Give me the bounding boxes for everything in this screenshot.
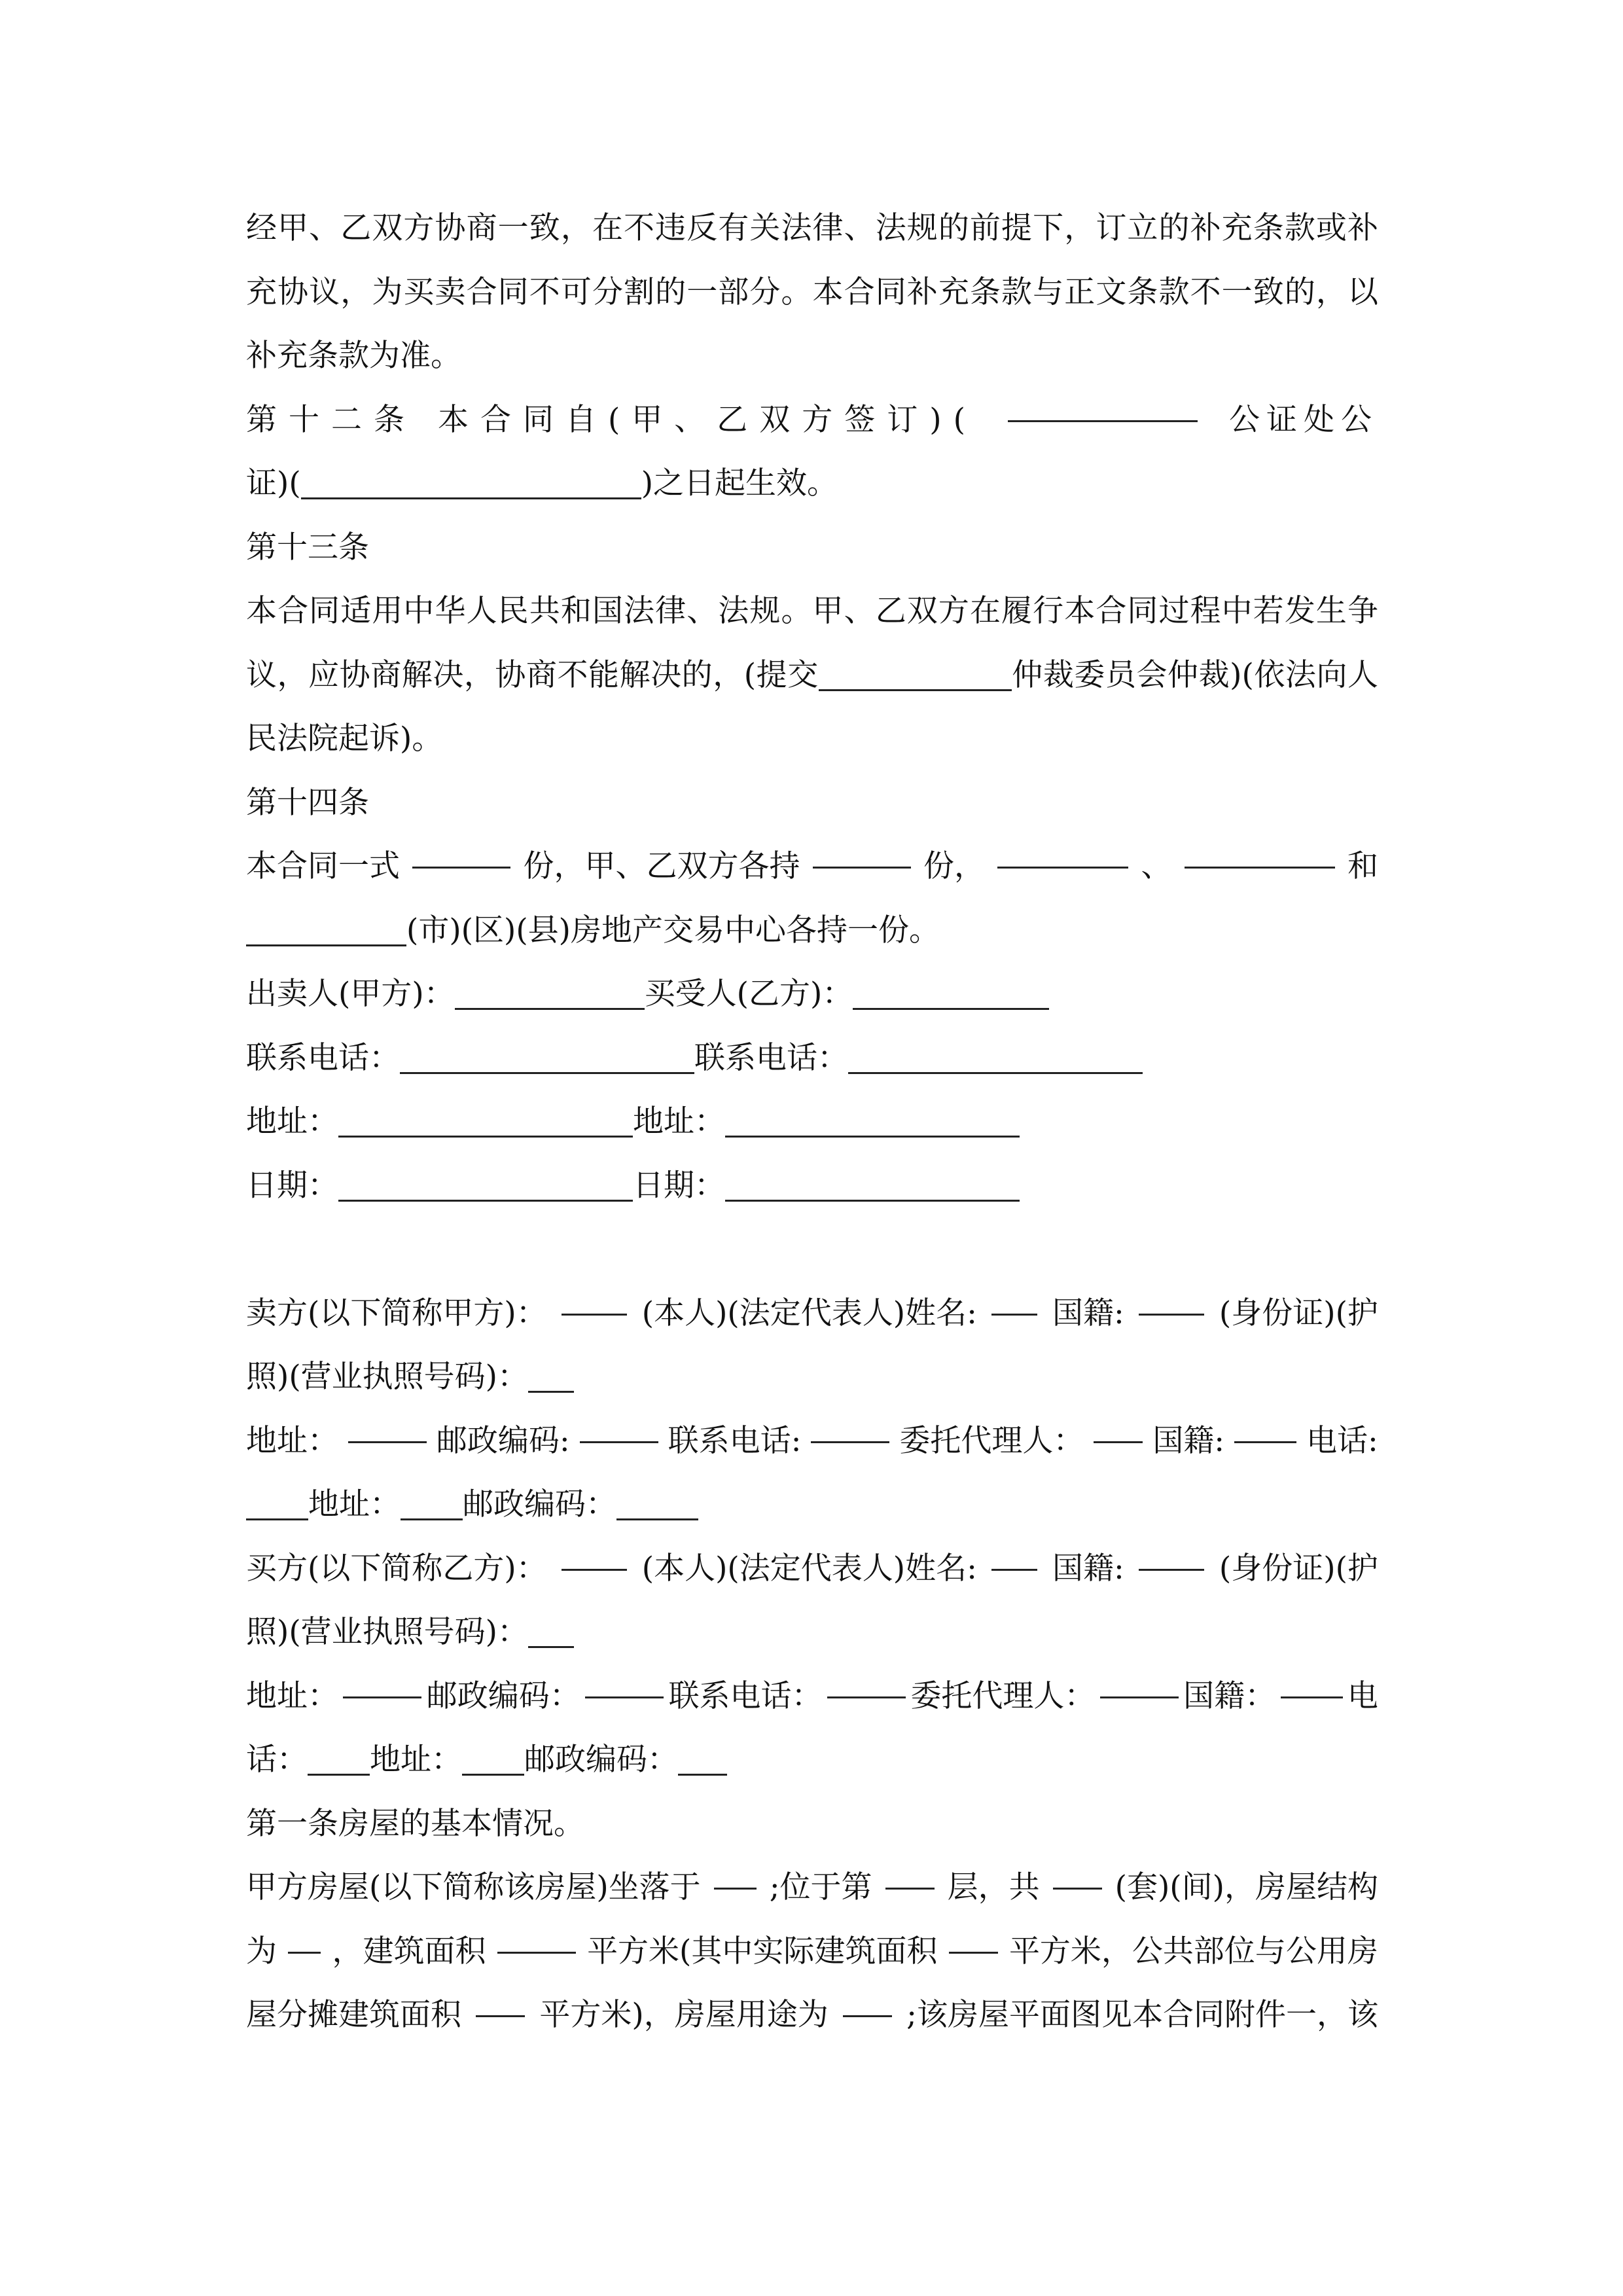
buyer-phone-blank-2[interactable] <box>827 1664 906 1698</box>
buyer-license-label: 照)(营业执照号码)： <box>246 1614 529 1650</box>
buyer-agent-address-blank[interactable] <box>462 1742 524 1776</box>
buyer-agent-blank[interactable] <box>1100 1664 1179 1698</box>
article-12-prefix: 第十二条 本合同自(甲、乙双方签订)( <box>246 401 977 438</box>
buyer-license-blank[interactable] <box>528 1614 574 1648</box>
floor-blank[interactable] <box>885 1856 935 1890</box>
structure-blank[interactable] <box>288 1920 321 1954</box>
article-12-suffix: 公证处公 <box>1228 401 1378 438</box>
shared-area-blank[interactable] <box>476 1983 525 2017</box>
structure-label: (套)(间)，房屋结构 <box>1115 1869 1378 1905</box>
floorplan-text: ;该房屋平面图见本合同附件一，该 <box>906 1997 1378 2033</box>
seller-agent-postcode-blank[interactable] <box>616 1486 698 1520</box>
article-1-line-3 <box>246 1983 1378 2047</box>
seller-signature-blank[interactable] <box>455 976 645 1010</box>
seller-agent-phone-label: 电话: <box>1306 1422 1378 1459</box>
seller-agent-postcode-label: 邮政编码： <box>463 1486 616 1522</box>
each-copies-blank[interactable] <box>813 834 911 869</box>
signature-row-parties <box>246 962 1378 1026</box>
buyer-agent-nationality-label: 国籍： <box>1183 1677 1276 1714</box>
buyer-date-blank[interactable] <box>725 1168 1020 1202</box>
buyer-info-line-1 <box>246 1537 1378 1601</box>
seller-agent-label: 委托代理人： <box>899 1422 1084 1459</box>
buyer-name-label: (本人)(法定代表人)姓名: <box>641 1550 977 1587</box>
seller-info-line-3 <box>246 1409 1378 1473</box>
seller-agent-blank[interactable] <box>1094 1409 1143 1443</box>
signature-row-phone <box>246 1026 1378 1090</box>
floor-label: ;位于第 <box>769 1869 872 1905</box>
party-blank-1[interactable] <box>997 834 1128 869</box>
buyer-id-label: (身份证)(护 <box>1219 1550 1378 1587</box>
notary-blank[interactable] <box>1008 388 1198 422</box>
party-blank-2[interactable] <box>1185 834 1335 869</box>
city-blank[interactable] <box>246 912 406 946</box>
seller-address-label: 地址： <box>246 1103 338 1139</box>
usage-label: 平方米)，房屋用途为 <box>539 1997 829 2033</box>
arbitration-blank[interactable] <box>819 657 1012 691</box>
area-blank[interactable] <box>497 1920 576 1954</box>
seller-agent-nationality-blank[interactable] <box>1234 1409 1296 1443</box>
buyer-agent-nationality-blank[interactable] <box>1281 1664 1343 1698</box>
buyer-phone-label: 联系电话： <box>694 1039 848 1076</box>
and-label: 和 <box>1347 848 1378 884</box>
buyer-agent-phone-label: 电 <box>1347 1677 1378 1714</box>
article-12-line2-end: )之日起生效。 <box>641 465 838 501</box>
buyer-date-label: 日期： <box>633 1167 725 1204</box>
buyer-info-line-2 <box>246 1600 1378 1664</box>
article-12-line-2 <box>246 452 1378 516</box>
seller-agent-phone-blank[interactable] <box>246 1486 308 1520</box>
seller-address-label-2: 地址： <box>246 1422 338 1459</box>
buyer-intro-label: 买方(以下简称乙方)： <box>246 1550 547 1587</box>
buyer-agent-address-label: 地址： <box>370 1742 462 1778</box>
section-gap <box>246 1217 1378 1282</box>
copies-blank[interactable] <box>412 834 510 869</box>
copies-label: 本合同一式 <box>246 848 400 884</box>
article-13-title: 第十三条 <box>246 529 369 565</box>
buyer-blank[interactable] <box>562 1537 627 1571</box>
buyer-postcode-label: 邮政编码： <box>426 1677 580 1714</box>
buyer-agent-label: 委托代理人： <box>910 1677 1096 1714</box>
seller-address-blank-2[interactable] <box>348 1409 427 1443</box>
trading-center-text: (市)(区)(县)房地产交易中心各持一份。 <box>406 912 940 948</box>
buyer-address-label-2: 地址： <box>246 1677 338 1714</box>
seller-intro-label: 卖方(以下简称甲方)： <box>246 1295 547 1331</box>
buyer-agent-phone-blank[interactable] <box>308 1742 370 1776</box>
buyer-nationality-blank[interactable] <box>1139 1537 1204 1571</box>
article-14-line-2 <box>246 899 1378 963</box>
separator: 、 <box>1141 848 1172 884</box>
seller-agent-address-blank[interactable] <box>401 1486 463 1520</box>
buyer-phone-label-2: 联系电话： <box>668 1677 823 1714</box>
shared-area-label: 屋分摊建筑面积 <box>246 1997 461 2033</box>
seller-agent-nationality-label: 国籍: <box>1152 1422 1225 1459</box>
buyer-info-line-3 <box>246 1664 1378 1729</box>
article-14-title: 第十四条 <box>246 784 369 821</box>
article-1-line-1 <box>246 1856 1378 1920</box>
seller-license-label: 照)(营业执照号码)： <box>246 1359 529 1395</box>
buyer-nationality-label: 国籍: <box>1052 1550 1124 1587</box>
seller-info-line-4 <box>246 1473 1378 1537</box>
seller-name-blank[interactable] <box>991 1282 1037 1316</box>
buyer-name-blank[interactable] <box>991 1537 1037 1571</box>
buyer-info-line-4 <box>246 1728 1378 1792</box>
seller-date-blank[interactable] <box>338 1168 633 1202</box>
supplement-paragraph: 经甲、乙双方协商一致，在不违反有关法律、法规的前提下，订立的补充条款或补充协议，为买卖合同不可分割的一部分。本合同补充条款与正文条款不一致的，以补充条款为准。 <box>246 210 1378 374</box>
article-12-line-1 <box>246 388 1378 452</box>
seller-phone-blank-2[interactable] <box>811 1409 889 1443</box>
seller-phone-label-2: 联系电话: <box>668 1422 802 1459</box>
buyer-address-blank-2[interactable] <box>343 1664 421 1698</box>
seller-postcode-label: 邮政编码: <box>436 1422 570 1459</box>
structure-prefix: 为 <box>246 1933 277 1969</box>
actual-area-blank[interactable] <box>949 1920 998 1954</box>
actual-area-label: 平方米(其中实际建筑面积 <box>587 1933 938 1969</box>
article-14-line-1 <box>246 834 1378 899</box>
buyer-postcode-blank[interactable] <box>585 1664 664 1698</box>
seller-nationality-blank[interactable] <box>1139 1282 1204 1316</box>
seller-info-line-1 <box>246 1282 1378 1346</box>
contract-page <box>246 196 1378 2047</box>
public-area-label: 平方米，公共部位与公用房 <box>1008 1933 1378 1969</box>
effective-date-blank[interactable] <box>301 465 641 499</box>
seller-date-label: 日期： <box>246 1167 338 1204</box>
buyer-address-blank[interactable] <box>725 1103 1020 1138</box>
seller-address-blank[interactable] <box>338 1103 633 1138</box>
buyer-agent-postcode-blank[interactable] <box>678 1742 727 1776</box>
seller-name-label: (本人)(法定代表人)姓名: <box>641 1295 977 1331</box>
seller-license-blank[interactable] <box>528 1359 574 1393</box>
seller-agent-address-label: 地址： <box>308 1486 401 1522</box>
article-13-text-a: 本合同适用中华人民共和国法律、法规。甲、乙双方在履行本合同过程中若发生争议，应协商解决，协商不能解决的，(提交 <box>246 593 1378 693</box>
signature-row-address <box>246 1090 1378 1154</box>
seller-postcode-blank[interactable] <box>580 1409 658 1443</box>
article-1-title: 第一条房屋的基本情况。 <box>246 1805 584 1842</box>
total-blank[interactable] <box>1053 1856 1102 1890</box>
copies-unit: 份， <box>923 848 985 884</box>
seller-phone-label: 联系电话： <box>246 1039 400 1076</box>
seller-phone-blank[interactable] <box>400 1040 694 1074</box>
buyer-address-label: 地址： <box>633 1103 725 1139</box>
article-12-line2-start: 证)( <box>246 465 301 501</box>
article-1-line-2 <box>246 1920 1378 1984</box>
area-label: ，建筑面积 <box>332 1933 486 1969</box>
buyer-phone-blank[interactable] <box>848 1040 1143 1074</box>
seller-id-label: (身份证)(护 <box>1219 1295 1378 1331</box>
article-13-text <box>246 579 1378 771</box>
seller-blank[interactable] <box>562 1282 627 1316</box>
total-floors-label: 层，共 <box>947 1869 1040 1905</box>
seller-label: 出卖人(甲方)： <box>246 976 455 1012</box>
seller-nationality-label: 国籍: <box>1052 1295 1124 1331</box>
buyer-agent-postcode-label: 邮政编码： <box>524 1742 678 1778</box>
each-hold-label: 份，甲、乙双方各持 <box>523 848 800 884</box>
usage-blank[interactable] <box>843 1983 892 2017</box>
article-13-text-b: 仲裁委员会仲裁)(依法向人民法院起诉)。 <box>246 656 1378 757</box>
seller-info-line-2 <box>246 1345 1378 1409</box>
signature-row-date <box>246 1154 1378 1218</box>
buyer-agent-phone-label-2: 话： <box>246 1742 308 1778</box>
buyer-label: 买受人(乙方)： <box>644 976 853 1012</box>
house-location-blank[interactable] <box>714 1856 757 1890</box>
house-location-label: 甲方房屋(以下简称该房屋)坐落于 <box>246 1869 701 1905</box>
buyer-signature-blank[interactable] <box>853 976 1049 1010</box>
